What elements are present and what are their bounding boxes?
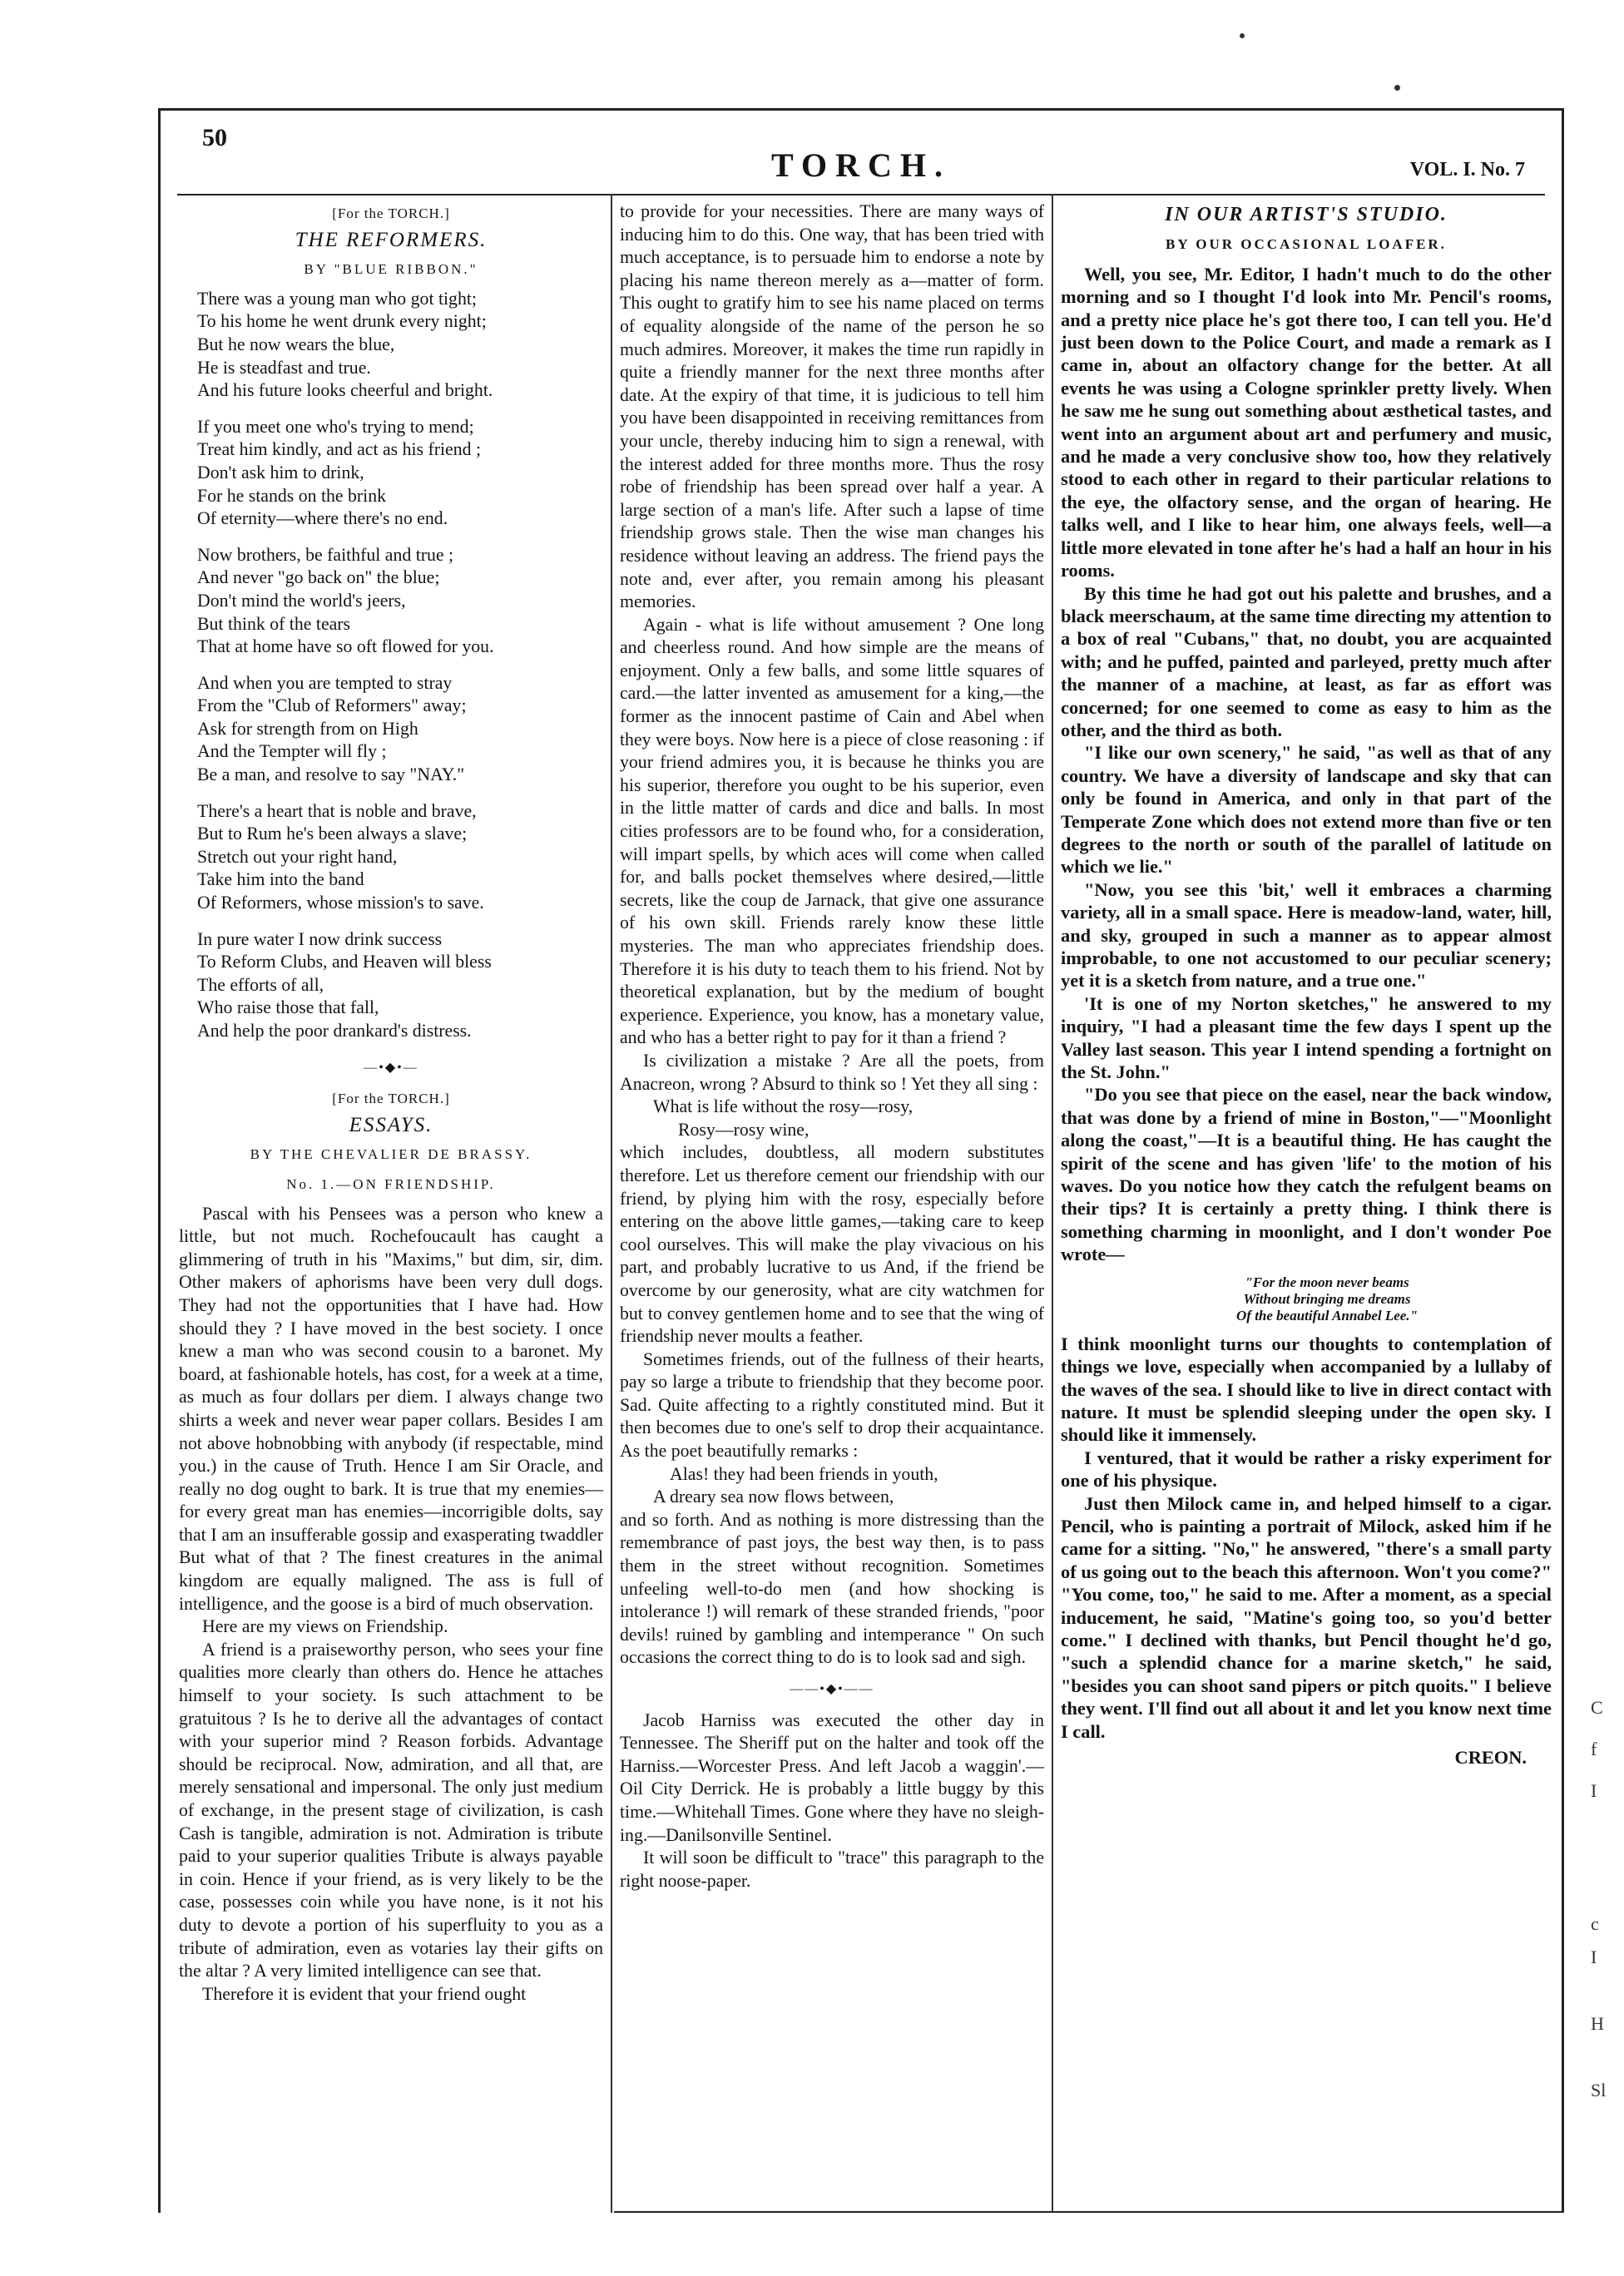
- newspaper-page: [158, 108, 1564, 2213]
- quote-line: Rosy—rosy wine,: [678, 1119, 810, 1140]
- paragraph: Well, you see, Mr. Editor, I hadn't much to do the other morning and so I thought I'd look into Mr. Pencil's rooms, and a pretty nice place he's got there too, I can tell you. He'd just been down to the Police Court, and made a remark as I came in, about an olfactory change for the better. At all events he was using a Cologne sprinkler pretty lively. When he saw me he sung out something about æsthetical tastes, and went into an argument about art and perfumery and music, and he made a very conclusive show too, how they relatively stood to each other in regard to their particular relations to the eye, the olfactory sense, and the organ of hearing. He talks well, and I like to hear him, one always feels, well—a little more elevated in tone after he's had a half an hour in his rooms.: [1061, 263, 1552, 581]
- stanza: [197, 800, 603, 915]
- stanza: [197, 928, 603, 1043]
- page-number: 50: [202, 124, 227, 151]
- paragraph: to provide for your necessities. There are many ways of inducing him to do this. One way, that has been tried with much acceptance, is to persuade him to endorse a note by placing his name thereon merely as a—matter of form. This ought to gratify him to see his name placed on terms of equality alongside of the name of the person he so much admires. Moreover, it makes the time run rapidly in quite a friendly manner for the next three months after date. At the expiry of that time, it is judicious to tell him you have been disappointed in receiving remittances from your uncle, thereby inducing him to sign a renewal, with the interest added for three months more. Thus the rosy robe of friendship has been spread over half a year. A large section of a man's life. After such a lapse of time friendship grows stale. Then the wise man changes his residence without leaving an address. The friend pays the note and, ever after, you remain among his pleasant memories.: [620, 201, 1044, 612]
- article-subtitle: No. 1.—ON FRIENDSHIP.: [286, 1175, 496, 1192]
- paragraph: which includes, doubtless, all modern substitutes therefore. Let us therefore cement our friendship with our friend, by plying him with the rosy, especially before entering on the above little games,—taking care to keep cool ourselves. This will make the play vivacious on his part, and probably lucrative to us And, if the friend be overcome by our generosity, what are city watchmen for but to convey gentlemen home and to see that the wing of friendship never moults a feather.: [620, 1142, 1044, 1347]
- verse-line: Treat him kindly, and act as his friend ;: [197, 439, 482, 460]
- column-1: [179, 200, 603, 2006]
- margin-fragment: I: [1591, 1780, 1597, 1801]
- article-byline: BY OUR OCCASIONAL LOAFER.: [1166, 236, 1447, 253]
- verse-line: But to Rum he's been always a slave;: [197, 824, 468, 844]
- adjacent-page-edge: [1574, 0, 1624, 2276]
- verse-line: Now brothers, be faithful and true ;: [197, 544, 454, 565]
- article-title: IN OUR ARTIST'S STUDIO.: [1165, 204, 1448, 225]
- quote-line: Alas! they had been friends in youth,: [670, 1463, 938, 1484]
- article-byline: BY THE CHEVALIER DE BRASSY.: [250, 1146, 532, 1163]
- verse-line: But he now wears the blue,: [197, 334, 395, 354]
- ink-speck: [1240, 33, 1245, 38]
- paragraph: Here are my views on Friendship.: [202, 1616, 448, 1637]
- masthead: TORCH.: [771, 146, 951, 184]
- verse-line: Without bringing me dreams: [1243, 1290, 1411, 1307]
- paragraph: and so forth. And as nothing is more distressing than the remembrance of past joys, the best way then, is to pass them in the street without recognition. Sometimes unfeeling well-to-do men (and how shocking is intolerance !) will remark of these stranded friends, "poor devils! ruined by gambling and intemperance " On such occasions the correct thing to do is to look sad and sigh.: [620, 1509, 1044, 1668]
- poe-quotation: [1102, 1274, 1552, 1324]
- stanza: [197, 288, 603, 403]
- margin-fragment: c: [1591, 1913, 1599, 1934]
- verse-line: To his home he went drunk every night;: [197, 311, 487, 332]
- article-byline: BY "BLUE RIBBON.": [304, 261, 478, 278]
- paragraph: I ventured, that it would be rather a risky experiment for one of his physique.: [1061, 1447, 1552, 1492]
- column-2: [620, 200, 1044, 1893]
- verse-line: To Reform Clubs, and Heaven will bless: [197, 952, 492, 972]
- section-ornament: —•◆•—: [364, 1060, 418, 1075]
- verse-line: And never "go back on" the blue;: [197, 567, 440, 588]
- verse-line: But think of the tears: [197, 613, 351, 634]
- poem: [179, 288, 603, 1043]
- article-title: THE REFORMERS.: [295, 228, 488, 251]
- paragraph: Jacob Harniss was executed the other day in Tennessee. The Sheriff put on the halter and took off the Harniss.—Worcester Press. And left Jacob a waggin'.—Oil City Derrick. He is probably a little buggy by this time.—Whitehall Times. Gone where they have no sleigh-ing.—Danilsonville Sentinel.: [620, 1709, 1044, 1845]
- paragraph: Sometimes friends, out of the fullness of their hearts, pay so large a tribute to friendship that they become poor. Sad. Quite affecting to a rightly constituted mind. But it then becomes due to one's self to drop their acquaintance. As the poet beautifully remarks :: [620, 1348, 1044, 1462]
- paragraph: Pascal with his Pensees was a person who knew a little, but not much. Rochefoucault has caught a glimmering of truth in his "Maxims," but dim, sir, dim. Other makers of aphorisms have been very dull dogs. They had not the opportunities that I have had. How should they ? I have moved in the best society. I once knew a man who was second cousin to a baronet. My board, at fashionable hotels, has cost, for a week at a time, as much as four dollars per diem. I always change two shirts a week and never wear paper collars. Besides I am not above hobnobbing with anybody (if respectable, mind you.) in the cause of Truth. Hence I am Sir Oracle, and really no dog ought to bark. It is true that my enemies—for every great man has enemies—incorrigible dolts, say that I am an insufferable gossip and exasperating twaddler But what of that ? The finest creatures in the animal kingdom are equally maligned. The ass is full of intelligence, and the goose is a bird of much observation.: [179, 1203, 603, 1614]
- article-kicker: [For the TORCH.]: [332, 1091, 450, 1107]
- margin-fragment: I: [1591, 1947, 1597, 1967]
- stanza: [197, 544, 603, 659]
- section-ornament: ——•◆•——: [790, 1682, 874, 1696]
- margin-fragment: C: [1591, 1697, 1603, 1718]
- quote-line: What is life without the rosy—rosy,: [653, 1096, 914, 1117]
- verse-line: Take him into the band: [197, 869, 364, 890]
- header-rule: [177, 194, 1545, 195]
- verse-line: Don't ask him to drink,: [197, 462, 364, 482]
- verse-line: "For the moon never beams: [1245, 1274, 1409, 1290]
- verse-line: In pure water I now drink success: [197, 928, 443, 949]
- paragraph: 'It is one of my Norton sketches," he answered to my inquiry, "I had a pleasant time the few days I spent up the Valley last season. This year I intend spending a fortnight on the St. John.": [1061, 992, 1552, 1083]
- paragraph: A friend is a praiseworthy person, who sees your fine qualities more clearly than others do. Hence he attaches himself to your society. Is such attachment to be gratuitous ? Is he to derive all the advantages of contact with your superior mind ? Reason forbids. Advantage should be reciprocal. Now, admiration, and all that, are merely sensational and impersonal. The only just medium of exchange, in the present stage of civilization, is cash Cash is tangible, admiration is not. Admiration is tribute paid to your superior qualities Tribute is always payable in coin. Hence if your friend, as is very likely to be the case, possesses coin while you have none, is it not his duty to devote a portion of his superfluity to you as a tribute of admiration, even as votaries lay their gifts on the altar ? A very limited intelligence can see that.: [179, 1639, 603, 1982]
- margin-fragment: Sl: [1591, 2080, 1607, 2100]
- paragraph: "Now, you see this 'bit,' well it embraces a charming variety, all in a small space. Here is meadow-land, water, hill, and sky, grouped in such a manner as to appear almost improbable, to one not accustomed to our peculiar scenery; yet it is a sketch from nature, and a true one.": [1061, 878, 1552, 992]
- verse-line: Be a man, and resolve to say "NAY.": [197, 764, 465, 785]
- verse-line: Don't mind the world's jeers,: [197, 590, 406, 611]
- paragraph: It will soon be difficult to "trace" this paragraph to the right noose-paper.: [620, 1848, 1044, 1891]
- verse-line: Of Reformers, whose mission's to save.: [197, 893, 484, 913]
- stanza: [197, 672, 603, 787]
- verse-line: And when you are tempted to stray: [197, 672, 453, 693]
- verse-line: Stretch out your right hand,: [197, 846, 398, 867]
- verse-line: There was a young man who got tight;: [197, 288, 477, 309]
- paragraph: "Do you see that piece on the easel, near the back window, that was done by a friend of mine in Boston,"—"Moonlight along the coast,"—It is a beautiful thing. He has caught the spirit of the scene and has given 'life' to the motion of his waves. Do you notice how they catch the refulgent beams on their tips? It is certainly a pretty thing. I think there is something charming in moonlight, and I don't wonder Poe wrote—: [1061, 1084, 1552, 1265]
- paragraph: Just then Milock came in, and helped himself to a cigar. Pencil, who is painting a portrait of Milock, asked him if he came for a sitting. "No," he answered, "there's a small party of us going out to the beach this afternoon. Won't you come?" "You come, too," he said to me. After a moment, as a special inducement, he said, "Matine's going too, so you'd better come." I declined with thanks, but Pencil thought he'd go, "such a splendid chance for a marine sketch," he said, "besides you can shoot sand pipers or pitch quoits." I believe they went. I'll find out all about it and let you know next time I call.: [1061, 1492, 1552, 1742]
- ink-speck: [1394, 85, 1400, 91]
- margin-fragment: H: [1591, 2013, 1604, 2034]
- verse-line: Who raise those that fall,: [197, 997, 379, 1018]
- quote-line: A dreary sea now flows between,: [653, 1487, 894, 1507]
- paragraph: Again - what is life without amusement ? One long and cheerless round. And how simple are the means of enjoyment. Only a few balls, and some little squares of card.—the latter invented as amusement for a king,—the former as the innocent pastime of Cain and Abel when they were boys. Now here is a piece of close reasoning : if your friend admires you, it is because he thinks you are his superior, therefore you ought to be his superior, even in the little matter of cards and dice and balls. In most cities professors are to be found who, for a consideration, will impart spells, by which aces will come when called for, and balls pocket themselves where desired,—little secrets, like the coup de Jarnack, that give one assurance of his own skill. Friends rarely know these little mysteries. The man who appreciates friendship does. Therefore it is his duty to teach them to his friend. Not by theoretical explanation, but by the medium of bought experience. Experience, you know, has a monetary value, and who has a better right to pay for it than a friend ?: [620, 614, 1044, 1048]
- paragraph: By this time he had got out his palette and brushes, and a black meerschaum, at the same time directing my attention to a box of real "Cubans," that, no doubt, you are acquainted with; and he puffed, painted and parleyed, pretty much after the manner of a machine, at least, as far as effort was concerned; for one seemed to come as easy to him as the other, and the third as both.: [1061, 582, 1552, 740]
- verse-line: From the "Club of Reformers" away;: [197, 695, 467, 716]
- verse-line: Of the beautiful Annabel Lee.": [1236, 1307, 1418, 1324]
- verse-line: He is steadfast and true.: [197, 357, 371, 378]
- column-3: [1061, 200, 1552, 1769]
- signature: CREON.: [1454, 1747, 1527, 1768]
- margin-fragment: f: [1591, 1739, 1597, 1759]
- footer-rule: [614, 2211, 1562, 2213]
- column-rule: [611, 194, 612, 2213]
- article-title: ESSAYS.: [349, 1113, 433, 1136]
- verse-line: There's a heart that is noble and brave,: [197, 800, 477, 821]
- stanza: [197, 416, 603, 531]
- paragraph: I think moonlight turns our thoughts to contemplation of things we love, especially when accompanied by a lullaby of the waves of the sea. I should like to live in direct contact with nature. It must be splendid sleeping under the open sky. I should like it immensely.: [1061, 1333, 1552, 1446]
- verse-line: If you meet one who's trying to mend;: [197, 416, 474, 437]
- verse-line: That at home have so oft flowed for you.: [197, 636, 494, 657]
- column-rule: [1052, 194, 1053, 2213]
- verse-line: Of eternity—where there's no end.: [197, 508, 448, 529]
- verse-line: For he stands on the brink: [197, 485, 387, 506]
- paragraph: Therefore it is evident that your friend ought: [202, 1983, 527, 2004]
- paragraph: Is civilization a mistake ? Are all the poets, from Anacreon, wrong ? Absurd to think so ! Yet they all sing :: [620, 1050, 1044, 1094]
- volume-number: VOL. I. No. 7: [1409, 159, 1525, 181]
- article-kicker: [For the TORCH.]: [332, 205, 450, 221]
- verse-line: And the Tempter will fly ;: [197, 741, 387, 762]
- verse-line: And help the poor drankard's distress.: [197, 1021, 472, 1041]
- paragraph: "I like our own scenery," he said, "as well as that of any country. We have a diversity of landscape and sky that can only be found in America, and only in that part of the Temperate Zone which does not extend more than five or ten degrees to the north or south of the parallel of latitude on which we lie.": [1061, 742, 1552, 878]
- verse-line: The efforts of all,: [197, 974, 324, 995]
- verse-line: And his future looks cheerful and bright.: [197, 380, 493, 401]
- verse-line: Ask for strength from on High: [197, 718, 418, 739]
